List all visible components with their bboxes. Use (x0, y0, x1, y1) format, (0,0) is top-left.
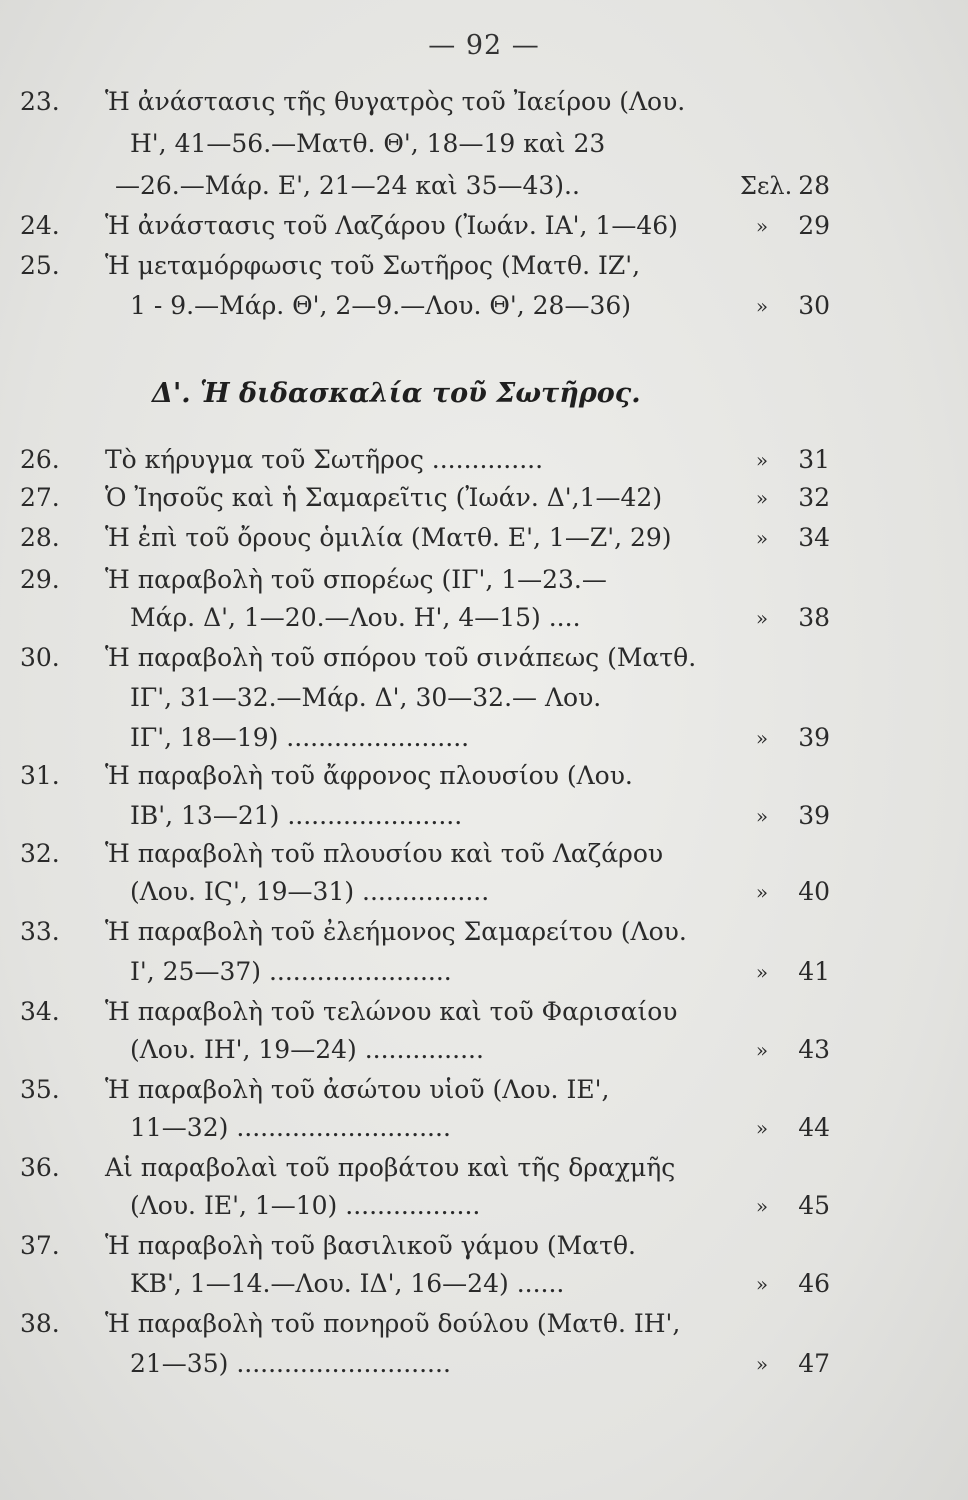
entry-number: 32. (20, 839, 60, 868)
toc-entry-line (0, 1226, 968, 1266)
entry-title-continued: (Λου. ΙΕ', 1—10) ................. (130, 1191, 481, 1220)
entry-page: 43 (798, 1035, 830, 1064)
entry-page: 38 (798, 603, 830, 632)
entry-title-continued: 21—35) ........................... (130, 1349, 451, 1378)
entry-page: 31 (798, 445, 830, 474)
entry-title-continued: ΙΓ', 18—19) ....................... (130, 723, 470, 752)
entry-number: 29. (20, 565, 60, 594)
ditto-mark: » (755, 486, 769, 510)
entry-number: 34. (20, 997, 60, 1026)
entry-page: 30 (798, 291, 830, 320)
entry-title-continued: —26.—Μάρ. Ε', 21—24 καὶ 35—43).. (115, 171, 580, 200)
entry-page: 29 (798, 211, 830, 240)
ditto-mark: » (755, 880, 769, 904)
toc-entry-line (0, 952, 968, 992)
entry-number: 27. (20, 483, 60, 512)
toc-entry-line (0, 718, 968, 758)
toc-entry-line (0, 598, 968, 638)
entry-title: Ἡ μεταμόρφωσις τοῦ Σωτῆρος (Ματθ. ΙΖ', (105, 251, 641, 280)
entry-page: 40 (798, 877, 830, 906)
entry-title-continued: ΚΒ', 1—14.—Λου. ΙΔ', 16—24) ...... (130, 1269, 565, 1298)
entry-number: 25. (20, 251, 60, 280)
page-abbreviation: Σελ. (740, 172, 793, 200)
entry-title-continued: ΙΒ', 13—21) ...................... (130, 801, 463, 830)
entry-number: 38. (20, 1309, 60, 1338)
entry-title: Ἡ παραβολὴ τοῦ βασιλικοῦ γάμου (Ματθ. (105, 1231, 636, 1260)
toc-entry-line (0, 560, 968, 600)
entry-page: 46 (798, 1269, 830, 1298)
ditto-mark: » (755, 1194, 769, 1218)
toc-entry-line (0, 1030, 968, 1070)
toc-entry-line (0, 1070, 968, 1110)
entry-title-continued: 1 - 9.—Μάρ. Θ', 2—9.—Λου. Θ', 28—36) (130, 291, 632, 320)
entry-title: Ἡ ἀνάστασις τοῦ Λαζάρου (Ἰωάν. ΙΑ', 1—46) (105, 211, 678, 240)
entry-title-continued: Ι', 25—37) ....................... (130, 957, 452, 986)
entry-title-continued: (Λου. ΙϚ', 19—31) ................ (130, 877, 490, 906)
ditto-mark: » (755, 214, 769, 238)
toc-entry-line (0, 756, 968, 796)
toc-entry-line (0, 286, 968, 326)
toc-entry-line (0, 518, 968, 558)
entry-title: Ὁ Ἰησοῦς καὶ ἡ Σαμαρεῖτις (Ἰωάν. Δ',1—42) (105, 483, 663, 512)
toc-entry-line (0, 166, 968, 206)
ditto-mark: » (755, 1116, 769, 1140)
entry-title: Ἡ παραβολὴ τοῦ τελώνου καὶ τοῦ Φαρισαίου (105, 997, 678, 1026)
toc-entry-line (0, 872, 968, 912)
section-heading-text: Δ'. Ἡ διδασκαλία τοῦ Σωτῆρος. (152, 378, 641, 409)
entry-title: Τὸ κήρυγμα τοῦ Σωτῆρος .............. (105, 445, 544, 474)
ditto-mark: » (755, 1272, 769, 1296)
entry-number: 23. (20, 87, 60, 116)
ditto-mark: » (755, 294, 769, 318)
toc-entry-line (0, 796, 968, 836)
toc-entry-line (0, 82, 968, 122)
toc-entry-line (0, 638, 968, 678)
ditto-mark: » (755, 526, 769, 550)
ditto-mark: » (755, 606, 769, 630)
entry-title: Ἡ παραβολὴ τοῦ σπορέως (ΙΓ', 1—23.— (105, 565, 607, 594)
entry-page: 41 (798, 957, 830, 986)
entry-page: 34 (798, 523, 830, 552)
entry-number: 31. (20, 761, 60, 790)
toc-entry-line (0, 1148, 968, 1188)
toc-entry-line (0, 478, 968, 518)
toc-entry-line (0, 1108, 968, 1148)
entry-number: 35. (20, 1075, 60, 1104)
entry-number: 28. (20, 523, 60, 552)
section-heading (0, 372, 968, 416)
toc-entry-line (0, 1344, 968, 1384)
entry-page: 28 (798, 171, 830, 200)
toc-entry-line (0, 1264, 968, 1304)
ditto-mark: » (755, 1352, 769, 1376)
entry-number: 37. (20, 1231, 60, 1260)
entry-title: Αἱ παραβολαὶ τοῦ προβάτου καὶ τῆς δραχμῆς (105, 1153, 676, 1182)
entry-title: Ἡ παραβολὴ τοῦ πονηροῦ δούλου (Ματθ. ΙΗ', (105, 1309, 681, 1338)
entry-number: 33. (20, 917, 60, 946)
ditto-mark: » (755, 1038, 769, 1062)
page-number: — 92 — (428, 30, 540, 61)
entry-title-continued: Μάρ. Δ', 1—20.—Λου. Η', 4—15) .... (130, 603, 581, 632)
entry-number: 24. (20, 211, 60, 240)
toc-entry-line (0, 440, 968, 480)
ditto-mark: » (755, 960, 769, 984)
entry-page: 47 (798, 1349, 830, 1378)
toc-entry-line (0, 912, 968, 952)
ditto-mark: » (755, 804, 769, 828)
entry-number: 36. (20, 1153, 60, 1182)
toc-entry-line (0, 834, 968, 874)
entry-page: 45 (798, 1191, 830, 1220)
entry-page: 44 (798, 1113, 830, 1142)
toc-entry-line (0, 1186, 968, 1226)
entry-title-continued: ΙΓ', 31—32.—Μάρ. Δ', 30—32.— Λου. (130, 683, 602, 712)
entry-title: Ἡ παραβολὴ τοῦ ἐλεήμονος Σαμαρείτου (Λου. (105, 917, 687, 946)
entry-title: Ἡ παραβολὴ τοῦ ἄφρονος πλουσίου (Λου. (105, 761, 633, 790)
entry-title: Ἡ ἀνάστασις τῆς θυγατρὸς τοῦ Ἰαείρου (Λου. (105, 87, 686, 116)
toc-entry-line (0, 1304, 968, 1344)
toc-entry-line (0, 124, 968, 164)
entry-page: 32 (798, 483, 830, 512)
entry-page: 39 (798, 723, 830, 752)
entry-title-continued: Η', 41—56.—Ματθ. Θ', 18—19 καὶ 23 (130, 129, 606, 158)
entry-number: 26. (20, 445, 60, 474)
entry-title: Ἡ παραβολὴ τοῦ ἀσώτου υἱοῦ (Λου. ΙΕ', (105, 1075, 610, 1104)
entry-title-continued: 11—32) ........................... (130, 1113, 451, 1142)
toc-entry-line (0, 246, 968, 286)
entry-title-continued: (Λου. ΙΗ', 19—24) ............... (130, 1035, 484, 1064)
entry-page: 39 (798, 801, 830, 830)
toc-entry-line (0, 206, 968, 246)
entry-title: Ἡ παραβολὴ τοῦ σπόρου τοῦ σινάπεως (Ματθ. (105, 643, 697, 672)
entry-title: Ἡ ἐπὶ τοῦ ὄρους ὁμιλία (Ματθ. Ε', 1—Ζ', 29) (105, 523, 672, 552)
toc-entry-line (0, 992, 968, 1032)
entry-number: 30. (20, 643, 60, 672)
toc-entry-line (0, 678, 968, 718)
ditto-mark: » (755, 726, 769, 750)
entry-title: Ἡ παραβολὴ τοῦ πλουσίου καὶ τοῦ Λαζάρου (105, 839, 664, 868)
ditto-mark: » (755, 448, 769, 472)
